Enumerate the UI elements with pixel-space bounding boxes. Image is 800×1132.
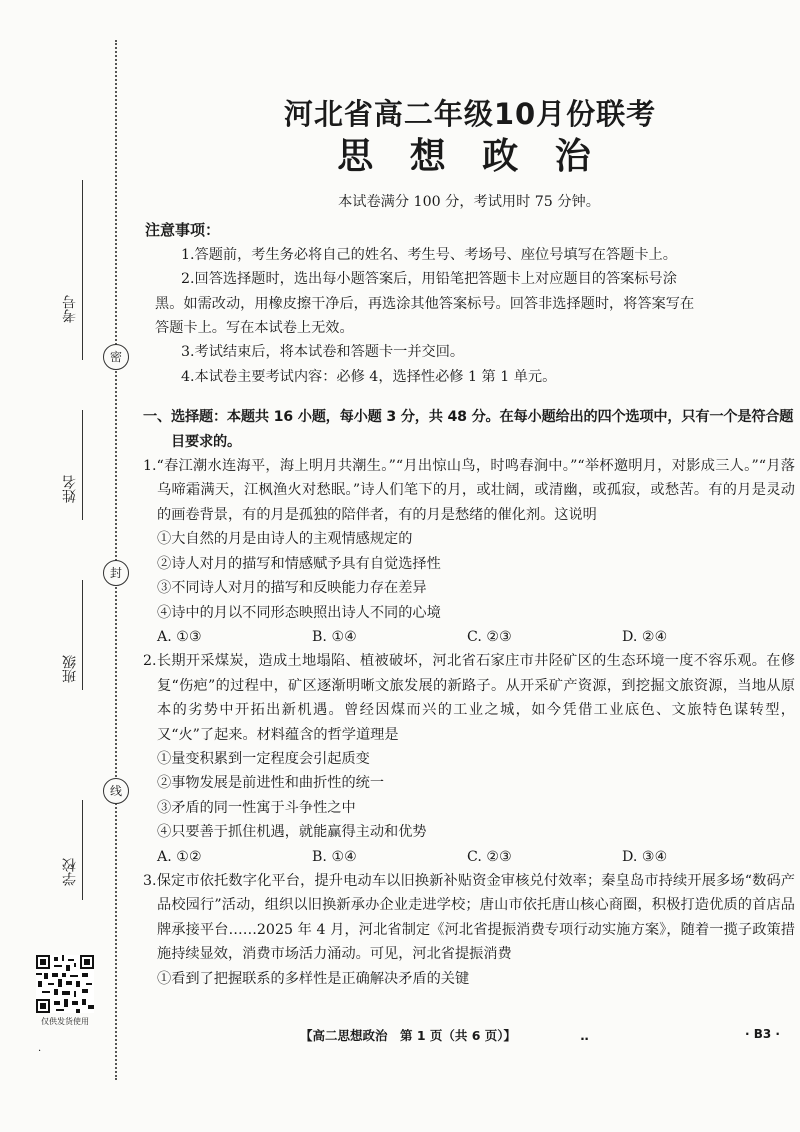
notice-heading: 注意事项： (145, 221, 221, 240)
write-line (82, 180, 83, 360)
field-class (60, 580, 90, 690)
field-exam-number (60, 180, 90, 355)
subject-title: 思 想 政 治 (337, 136, 603, 177)
choice-a: A. ①③ (157, 628, 202, 645)
seal-xian: 线 (103, 778, 129, 804)
question-option: ①看到了把握联系的多样性是正确解决矛盾的关键 (157, 970, 470, 987)
field-label: 班级 (62, 655, 78, 683)
question-option: ③不同诗人对月的描写和反映能力存在差异 (157, 580, 427, 597)
choice-c: C. ②③ (467, 848, 512, 865)
question-option: ②事物发展是前进性和曲折性的统一 (157, 775, 385, 792)
footer-code: · B3 · (745, 1027, 780, 1041)
field-label: 考号 (62, 295, 78, 323)
choice-a: A. ①② (157, 848, 202, 865)
footer-text: 【高二思想政治 第 1 页（共 6 页）】 (300, 1028, 517, 1043)
field-label: 姓名 (62, 475, 78, 503)
question-stem: 3.保定市依托数字化平台，提升电动车以旧换新补贴资金审核兑付效率；秦皇岛市持续开展多场“数码产品校园行”活动，组织以旧换新承办企业走进学校；唐山市依托唐山核心商圈，积极打造优质的首店品牌承接平台……2025 年 4 月，河北省制定《河北省提振消费专项行动实施方案》，随着一揽子政策措施持续显效，消费市场活力涌动。可见，河北省提振消费 (143, 872, 795, 963)
seal-mi: 密 (103, 344, 129, 370)
exam-info: 本试卷满分 100 分，考试用时 75 分钟。 (338, 194, 600, 210)
question-option: ②诗人对月的描写和情感赋予具有自觉选择性 (157, 555, 441, 572)
exam-content (143, 190, 795, 991)
choice-d: D. ②④ (622, 628, 668, 645)
section-heading: 一、选择题：本题共 16 小题，每小题 3 分，共 48 分。在每小题给出的四个选项中，只有一个是符合题目要求的。 (143, 409, 794, 450)
field-name (60, 410, 90, 520)
question-option: ①量变积累到一定程度会引起质变 (157, 750, 370, 767)
write-line (82, 800, 83, 900)
write-line (82, 580, 83, 690)
page-footer (300, 1026, 720, 1044)
notice-item: 4.本试卷主要考试内容：必修 4，选择性必修 1 第 1 单元。 (181, 368, 557, 385)
answer-choices (143, 845, 795, 869)
question-option: ①大自然的月是由诗人的主观情感规定的 (157, 531, 413, 548)
choice-b: B. ①④ (312, 628, 357, 645)
notice-item: 1.答题前，考生务必将自己的姓名、考生号、考场号、座位号填写在答题卡上。 (181, 246, 677, 263)
notice-item: 2.回答选择题时，选出每小题答案后，用铅笔把答题卡上对应题目的答案标号涂 (181, 271, 677, 288)
notice-item: 3.考试结束后，将本试卷和答题卡一并交回。 (181, 344, 465, 361)
write-line (82, 410, 83, 520)
field-school (60, 800, 90, 900)
exam-title: 河北省高二年级10月份联考 (283, 97, 657, 131)
notice-item-cont: 黑。如需改动，用橡皮擦干净后，再选涂其他答案标号。回答非选择题时，将答案写在 (155, 295, 695, 312)
notice-item-cont: 答题卡上。写在本试卷上无效。 (155, 320, 354, 337)
question-option: ④诗中的月以不同形态映照出诗人不同的心境 (157, 604, 441, 621)
footer-marks: ‥ (580, 1028, 589, 1043)
question-stem: 1.“春江潮水连海平，海上明月共潮生。”“月出惊山鸟，时鸣春涧中。”“举杯邀明月，对影成三人。”“月落乌啼霜满天，江枫渔火对愁眠。”诗人们笔下的月，或壮阔，或清幽，或孤寂，或愁苦。有的月是灵动的画卷背景，有的月是孤独的陪伴者，有的月是愁绪的催化剂。这说明 (143, 458, 795, 523)
seal-feng: 封 (103, 560, 129, 586)
answer-choices (143, 625, 795, 649)
question-option: ④只要善于抓住机遇，就能赢得主动和优势 (157, 824, 427, 841)
dot-mark: · (38, 1046, 42, 1057)
question-option: ③矛盾的同一性寓于斗争性之中 (157, 799, 356, 816)
qr-caption: 仅供发货使用 (41, 1017, 89, 1026)
question-stem: 2.长期开采煤炭，造成土地塌陷、植被破坏，河北省石家庄市井陉矿区的生态环境一度不容乐观。在修复“伤疤”的过程中，矿区逐渐明晰文旅发展的新路子。从开采矿产资源，到挖掘文旅资源，当地从原本的劣势中开拓出新机遇。曾经因煤而兴的工业之城，如今凭借工业底色、文旅特色谋转型，又“火”了起来。材料蕴含的哲学道理是 (143, 653, 795, 743)
qr-code-icon (36, 955, 94, 1013)
choice-b: B. ①④ (312, 848, 357, 865)
choice-c: C. ②③ (467, 628, 512, 645)
field-label: 学校 (62, 858, 78, 886)
choice-d: D. ③④ (622, 848, 668, 865)
